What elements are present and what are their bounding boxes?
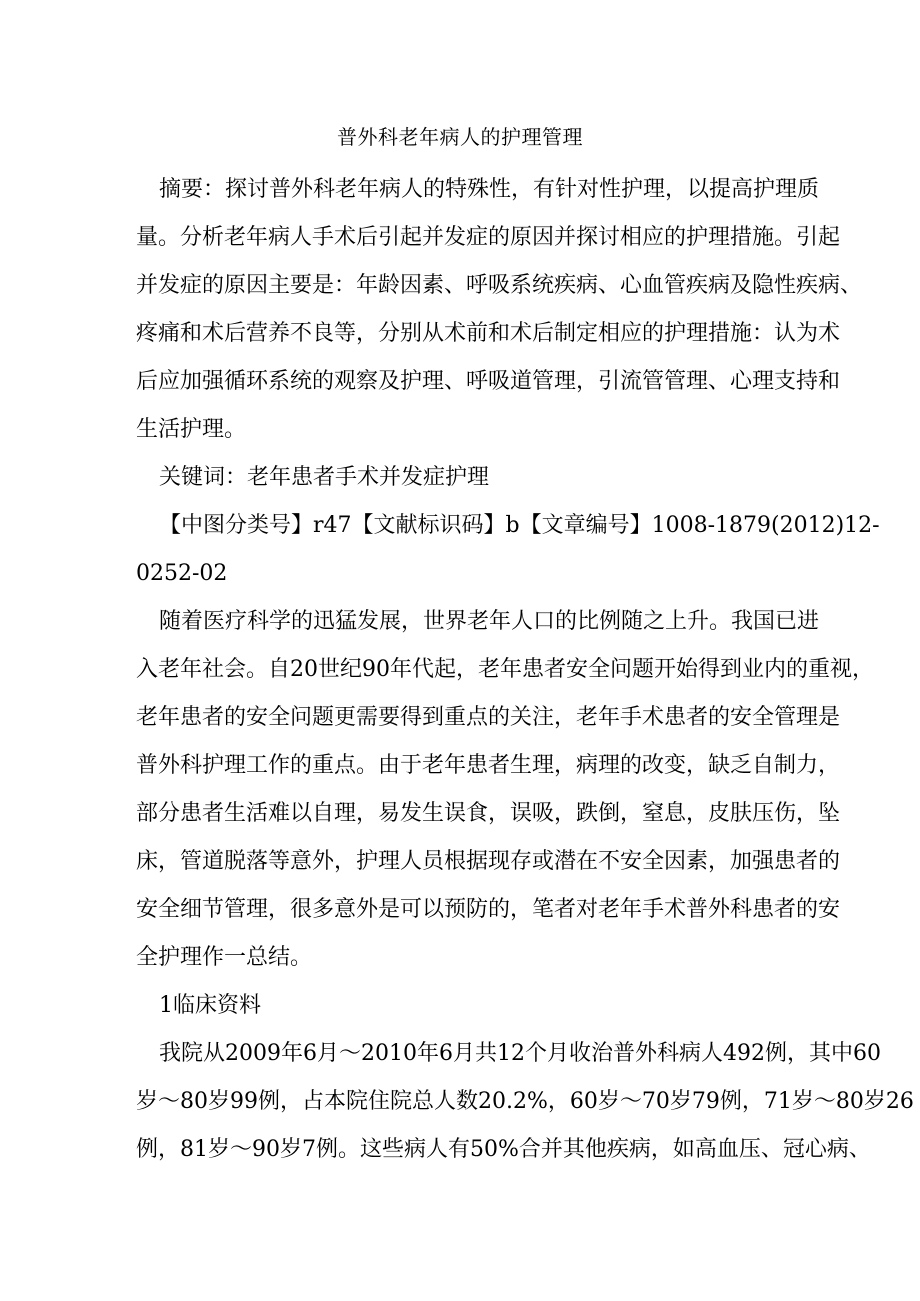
abstract-line: 后应加强循环系统的观察及护理、呼吸道管理，引流管管理、心理支持和 — [136, 369, 841, 394]
abstract-line: 并发症的原因主要是：年龄因素、呼吸系统疾病、心血管疾病及隐性疾病、 — [136, 273, 863, 298]
intro-line: 部分患者生活难以自理，易发生误食，误吸，跌倒，窒息，皮肤压伤，坠 — [136, 801, 841, 826]
intro-line: 老年患者的安全问题更需要得到重点的关注，老年手术患者的安全管理是 — [136, 705, 841, 730]
intro-paragraph — [136, 598, 874, 982]
clinical-line: 例，81岁～90岁7例。这些病人有50%合并其他疾病，如高血压、冠心病、 — [136, 1137, 871, 1162]
intro-line: 床，管道脱落等意外，护理人员根据现存或潜在不安全因素，加强患者的 — [136, 849, 841, 874]
keywords-line — [136, 454, 776, 502]
keywords-text: 关键词：老年患者手术并发症护理 — [159, 465, 490, 490]
clinical-line: 我院从2009年6月～2010年6月共12个月收治普外科病人492例，其中60 — [159, 1041, 881, 1066]
intro-line: 全护理作一总结。 — [136, 945, 313, 970]
document-title: 普外科老年病人的护理管理 — [337, 125, 583, 149]
section-heading — [136, 982, 776, 1030]
intro-line: 入老年社会。自20世纪90年代起，老年患者安全问题开始得到业内的重视， — [136, 657, 874, 682]
abstract-paragraph — [136, 166, 863, 454]
classification-paragraph — [136, 502, 880, 598]
clinical-paragraph — [136, 1030, 914, 1174]
clinical-line: 岁～80岁99例，占本院住院总人数20.2%，60岁～70岁79例，71岁～80岁26 — [136, 1089, 914, 1114]
intro-line: 随着医疗科学的迅猛发展，世界老年人口的比例随之上升。我国已进 — [159, 609, 820, 634]
abstract-line: 量。分析老年病人手术后引起并发症的原因并探讨相应的护理措施。引起 — [136, 225, 841, 250]
classification-line: 0252-02 — [136, 561, 228, 586]
intro-line: 普外科护理工作的重点。由于老年患者生理，病理的改变，缺乏自制力， — [136, 753, 841, 778]
section-heading-text: 1临床资料 — [159, 993, 261, 1018]
classification-line: 【中图分类号】r47【文献标识码】b【文章编号】1008-1879(2012)12- — [159, 513, 880, 538]
document-body — [136, 166, 914, 1174]
abstract-line: 摘要：探讨普外科老年病人的特殊性，有针对性护理，以提高护理质 — [159, 177, 820, 202]
intro-line: 安全细节管理，很多意外是可以预防的，笔者对老年手术普外科患者的安 — [136, 897, 841, 922]
abstract-line: 疼痛和术后营养不良等，分别从术前和术后制定相应的护理措施：认为术 — [136, 321, 841, 346]
abstract-line: 生活护理。 — [136, 417, 247, 442]
